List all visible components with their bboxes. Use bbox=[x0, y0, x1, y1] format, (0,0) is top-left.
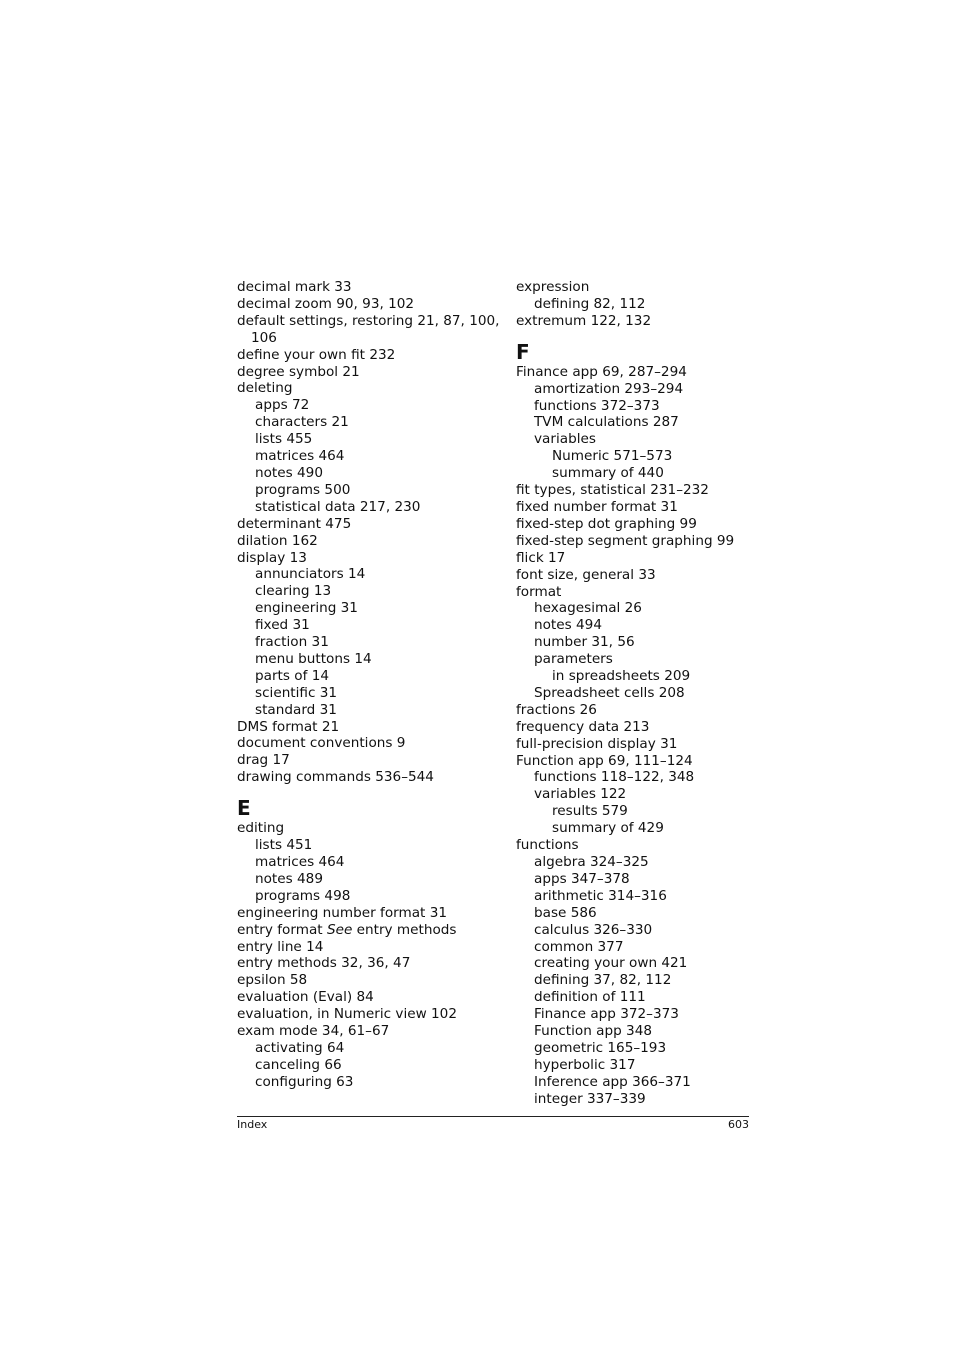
index-entry: determinant 475 bbox=[237, 515, 352, 532]
index-subentry: algebra 324–325 bbox=[534, 854, 649, 870]
index-subentry: summary of 440 bbox=[552, 465, 664, 482]
index-entry: dilation 162 bbox=[237, 532, 318, 549]
index-subentry: activating 64 bbox=[255, 1039, 345, 1056]
index-subentry: defining 82, 112 bbox=[534, 295, 646, 312]
index-subentry: hyperbolic 317 bbox=[534, 1056, 636, 1073]
index-subentry: engineering 31 bbox=[255, 600, 358, 617]
footer-page-number: 603 bbox=[728, 1118, 749, 1131]
index-entry: Finance app 69, 287–294 bbox=[516, 363, 687, 380]
index-entry bbox=[237, 922, 487, 939]
index-subentry: menu buttons 14 bbox=[255, 650, 372, 667]
index-entry: font size, general 33 bbox=[516, 566, 656, 583]
index-subentry: statistical data 217, 230 bbox=[255, 498, 421, 515]
index-subentry: lists 455 bbox=[255, 431, 313, 448]
index-see-reference: See bbox=[326, 921, 353, 938]
index-subentry: variables bbox=[534, 431, 596, 448]
index-entry: fixed-step dot graphing 99 bbox=[516, 515, 697, 532]
index-entry: Function app 69, 111–124 bbox=[516, 752, 693, 769]
index-subentry: standard 31 bbox=[255, 701, 337, 718]
index-entry: expression bbox=[516, 279, 590, 295]
index-subentry: summary of 429 bbox=[552, 820, 664, 837]
index-entry-continuation: 106 bbox=[251, 329, 277, 346]
index-entry: evaluation (Eval) 84 bbox=[237, 989, 374, 1006]
index-subentry: scientific 31 bbox=[255, 684, 338, 701]
index-subentry: defining 37, 82, 112 bbox=[534, 972, 672, 989]
index-letter-heading: F bbox=[516, 339, 530, 364]
index-entry: drag 17 bbox=[237, 752, 290, 769]
index-subentry: apps 347–378 bbox=[534, 870, 630, 887]
index-entry: fixed-step segment graphing 99 bbox=[516, 532, 735, 549]
index-subentry: geometric 165–193 bbox=[534, 1039, 667, 1056]
index-subentry: calculus 326–330 bbox=[534, 921, 653, 938]
index-entry: entry line 14 bbox=[237, 938, 324, 955]
index-subentry: notes 490 bbox=[255, 464, 323, 481]
index-subentry: functions 118–122, 348 bbox=[534, 769, 695, 786]
index-subentry: matrices 464 bbox=[255, 854, 345, 870]
index-entry: exam mode 34, 61–67 bbox=[237, 1023, 390, 1040]
index-subentry: notes 489 bbox=[255, 870, 323, 887]
index-subentry: in spreadsheets 209 bbox=[552, 668, 691, 685]
index-entry: document conventions 9 bbox=[237, 735, 406, 752]
index-subentry: programs 500 bbox=[255, 481, 351, 498]
index-column-right bbox=[516, 279, 756, 1108]
index-entry: evaluation, in Numeric view 102 bbox=[237, 1006, 457, 1023]
index-entry: format bbox=[516, 583, 562, 600]
index-entry: fit types, statistical 231–232 bbox=[516, 482, 709, 499]
index-entry: fractions 26 bbox=[516, 701, 597, 718]
index-subentry: parameters bbox=[534, 651, 613, 668]
index-entry: drawing commands 536–544 bbox=[237, 769, 434, 786]
index-subentry: apps 72 bbox=[255, 397, 310, 414]
index-subentry: Inference app 366–371 bbox=[534, 1073, 691, 1090]
index-entry: extremum 122, 132 bbox=[516, 312, 652, 329]
index-subentry: integer 337–339 bbox=[534, 1090, 646, 1107]
index-subentry: base 586 bbox=[534, 904, 597, 921]
index-subentry: functions 372–373 bbox=[534, 397, 660, 414]
footer-rule bbox=[237, 1116, 749, 1117]
index-entry: define your own fit 232 bbox=[237, 346, 396, 363]
index-subentry: Function app 348 bbox=[534, 1023, 652, 1040]
index-entry: display 13 bbox=[237, 549, 307, 566]
index-subentry: matrices 464 bbox=[255, 448, 345, 465]
index-subentry: Finance app 372–373 bbox=[534, 1006, 679, 1023]
index-subentry: parts of 14 bbox=[255, 667, 330, 684]
index-subentry: number 31, 56 bbox=[534, 634, 635, 651]
index-subentry: TVM calculations 287 bbox=[534, 414, 679, 431]
index-entry: decimal mark 33 bbox=[237, 279, 352, 295]
index-entry: engineering number format 31 bbox=[237, 904, 448, 921]
index-entry: full-precision display 31 bbox=[516, 735, 678, 752]
index-entry: DMS format 21 bbox=[237, 718, 340, 735]
index-subentry: hexagesimal 26 bbox=[534, 600, 642, 617]
index-subentry: clearing 13 bbox=[255, 583, 332, 600]
index-entry: entry methods 32, 36, 47 bbox=[237, 955, 411, 972]
index-subentry: programs 498 bbox=[255, 887, 351, 904]
index-subentry: definition of 111 bbox=[534, 989, 646, 1006]
index-entry: default settings, restoring 21, 87, 100, bbox=[237, 312, 500, 329]
index-entry: frequency data 213 bbox=[516, 718, 650, 735]
index-entry: functions bbox=[516, 837, 579, 854]
index-subentry: fraction 31 bbox=[255, 634, 329, 651]
index-entry: degree symbol 21 bbox=[237, 363, 360, 380]
index-subentry: notes 494 bbox=[534, 617, 602, 634]
index-subentry: amortization 293–294 bbox=[534, 380, 684, 397]
footer-section-label: Index bbox=[237, 1118, 268, 1131]
index-subentry: Spreadsheet cells 208 bbox=[534, 684, 685, 701]
index-entry: decimal zoom 90, 93, 102 bbox=[237, 295, 415, 312]
index-subentry: configuring 63 bbox=[255, 1073, 354, 1090]
index-entry: fixed number format 31 bbox=[516, 498, 678, 515]
index-subentry: variables 122 bbox=[534, 786, 627, 803]
index-subentry: lists 451 bbox=[255, 837, 313, 854]
index-entry-text: entry format bbox=[237, 921, 327, 938]
index-subentry: results 579 bbox=[552, 803, 628, 820]
index-subentry: common 377 bbox=[534, 938, 624, 955]
index-entry: flick 17 bbox=[516, 549, 566, 566]
index-letter-heading: E bbox=[237, 796, 251, 821]
index-subentry: creating your own 421 bbox=[534, 955, 688, 972]
index-entry-target: entry methods bbox=[352, 921, 457, 938]
index-subentry: Numeric 571–573 bbox=[552, 448, 673, 465]
index-column-left bbox=[237, 279, 500, 1091]
index-entry: deleting bbox=[237, 380, 293, 397]
index-entry: editing bbox=[237, 820, 285, 837]
index-entry: epsilon 58 bbox=[237, 972, 308, 989]
index-subentry: canceling 66 bbox=[255, 1056, 342, 1073]
index-subentry: characters 21 bbox=[255, 414, 349, 431]
index-subentry: fixed 31 bbox=[255, 617, 310, 634]
index-subentry: annunciators 14 bbox=[255, 566, 366, 583]
index-subentry: arithmetic 314–316 bbox=[534, 887, 667, 904]
